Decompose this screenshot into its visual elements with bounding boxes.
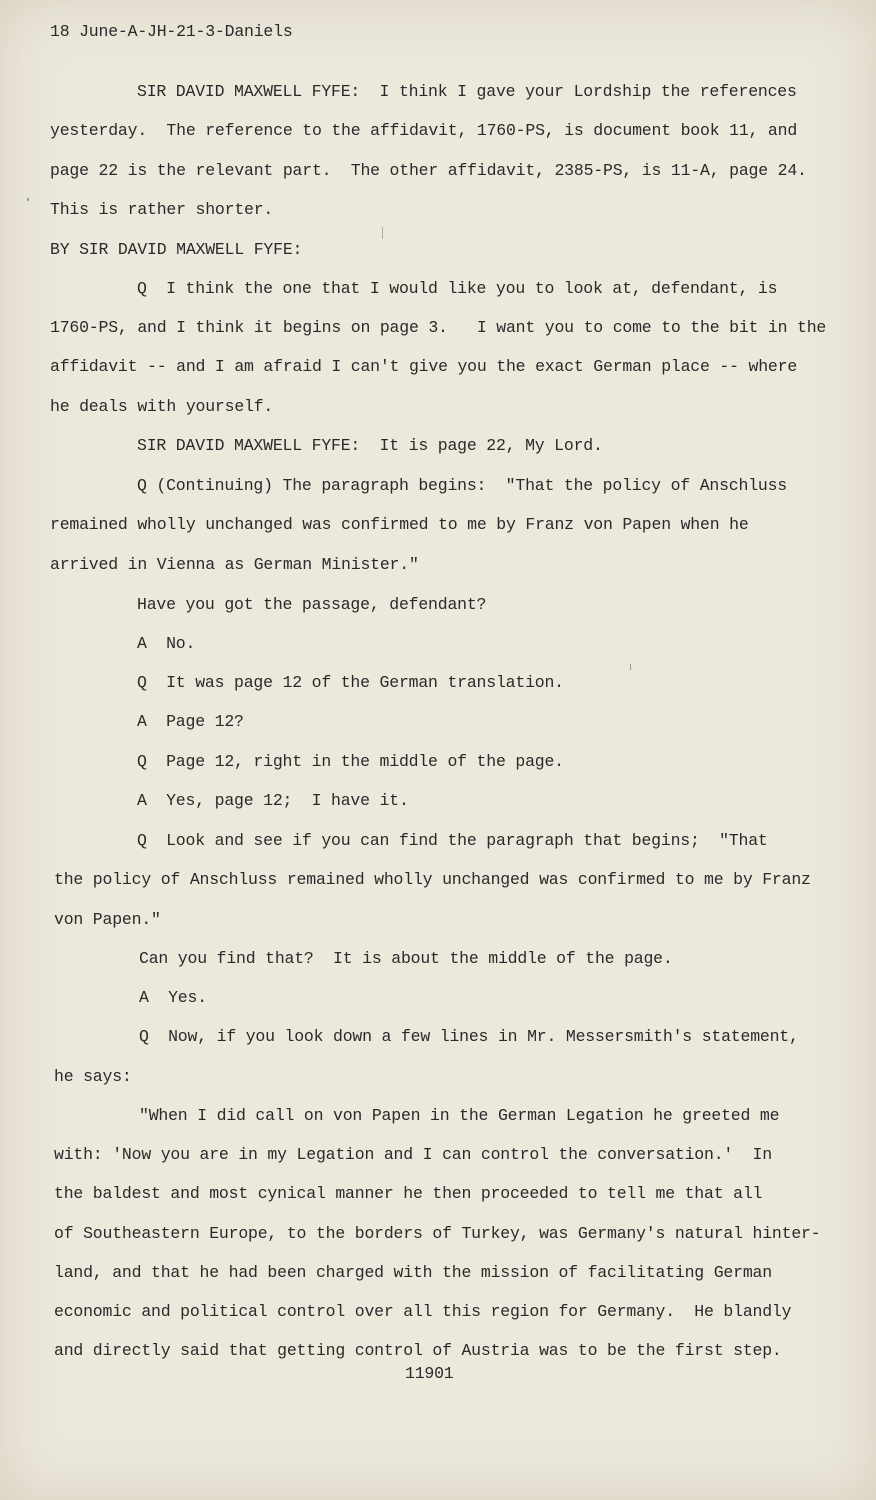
text-line: the policy of Anschluss remained wholly unchanged was confirmed to me by Franz (54, 870, 811, 889)
text-line: affidavit -- and I am afraid I can't give you the exact German place -- where (50, 357, 798, 376)
quote-line: economic and political control over all this region for Germany. He blandly (54, 1302, 792, 1321)
text-line: page 22 is the relevant part. The other affidavit, 2385-PS, is 11-A, page 24. (50, 161, 807, 180)
paper-mark (630, 664, 631, 670)
section-heading: BY SIR DAVID MAXWELL FYFE: (50, 240, 303, 259)
text-line: Q I think the one that I would like you to look at, defendant, is (137, 279, 778, 298)
text-line: A Yes. (139, 988, 207, 1007)
text-line: Have you got the passage, defendant? (137, 595, 487, 614)
text-line: Q Look and see if you can find the paragraph that begins; "That (137, 831, 768, 850)
quote-line: "When I did call on von Papen in the German Legation he greeted me (139, 1106, 780, 1125)
quote-line: land, and that he had been charged with the mission of facilitating German (54, 1263, 772, 1282)
paper-mark (382, 227, 383, 239)
text-line: yesterday. The reference to the affidavit, 1760-PS, is document book 11, and (50, 121, 798, 140)
text-line: von Papen." (54, 910, 161, 929)
text-line: arrived in Vienna as German Minister." (50, 555, 419, 574)
page-header: 18 June-A-JH-21-3-Daniels (50, 22, 293, 41)
quote-line: the baldest and most cynical manner he then proceeded to tell me that all (54, 1184, 763, 1203)
quote-line: with: 'Now you are in my Legation and I can control the conversation.' In (54, 1145, 772, 1164)
text-line: This is rather shorter. (50, 200, 274, 219)
quote-line: and directly said that getting control of Austria was to be the first step. (54, 1341, 782, 1360)
text-line: SIR DAVID MAXWELL FYFE: I think I gave your Lordship the references (137, 82, 797, 101)
paper-speck (27, 198, 29, 201)
text-line: A Yes, page 12; I have it. (137, 791, 409, 810)
text-line: Q Now, if you look down a few lines in Mr. Messersmith's statement, (139, 1027, 799, 1046)
text-line: he says: (54, 1067, 132, 1086)
text-line: SIR DAVID MAXWELL FYFE: It is page 22, My Lord. (137, 436, 603, 455)
page-number: 11901 (405, 1364, 454, 1383)
text-line: he deals with yourself. (50, 397, 274, 416)
text-line: Q It was page 12 of the German translation. (137, 673, 564, 692)
text-line: 1760-PS, and I think it begins on page 3. I want you to come to the bit in the (50, 318, 827, 337)
text-line: Q Page 12, right in the middle of the page. (137, 752, 564, 771)
text-line: Q (Continuing) The paragraph begins: "That the policy of Anschluss (137, 476, 788, 495)
text-line: remained wholly unchanged was confirmed to me by Franz von Papen when he (50, 515, 749, 534)
text-line: A Page 12? (137, 712, 244, 731)
quote-line: of Southeastern Europe, to the borders of Turkey, was Germany's natural hinter- (54, 1224, 821, 1243)
text-line: A No. (137, 634, 196, 653)
text-line: Can you find that? It is about the middle of the page. (139, 949, 673, 968)
